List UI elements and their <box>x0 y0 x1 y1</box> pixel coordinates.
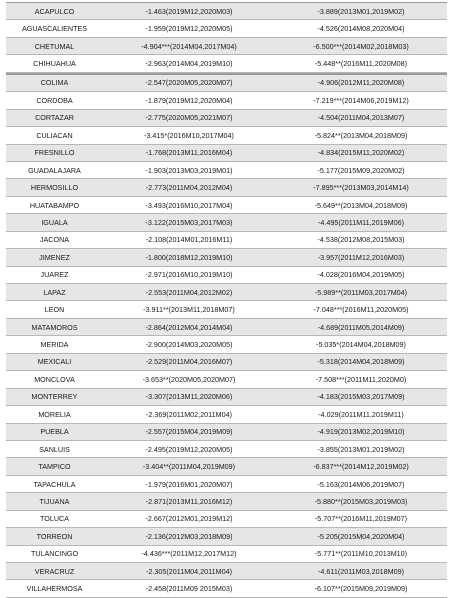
city-cell: TAMPICO <box>38 462 71 472</box>
value-cell-2: -4.183(2015M03,2017M09) <box>317 392 405 402</box>
value-cell-1: -3.415*(2016M10,2017M04) <box>144 130 234 140</box>
table-row <box>6 301 447 318</box>
table-row <box>6 580 447 597</box>
table-row <box>6 476 447 493</box>
city-cell: LEON <box>44 305 65 315</box>
value-cell-2: -5.177(2015M09,2020M02) <box>317 165 405 175</box>
city-cell: AGUASCALIENTES <box>21 24 88 34</box>
value-cell-2: -4.526(2014M08,2020M04) <box>317 24 405 34</box>
city-cell: MONTERREY <box>31 392 78 402</box>
value-cell-2: -4.028(2016M04,2019M05) <box>317 270 405 280</box>
value-cell-1: -1.463(2019M12,2020M03) <box>145 6 233 16</box>
value-cell-1: -3.307(2013M11,2020M06) <box>145 392 233 402</box>
table-row <box>6 284 447 301</box>
table-row <box>6 55 447 72</box>
table-row <box>6 371 447 388</box>
value-cell-1: -3.404**(2011M04,2019M09) <box>142 462 236 472</box>
value-cell-1: -3.493(2016M10,2017M04) <box>145 200 233 210</box>
table-row <box>6 336 447 353</box>
value-cell-1: -4.904***(2014M04,2017M04) <box>141 41 237 51</box>
value-cell-1: -2.108(2014M01,2016M11) <box>145 235 233 245</box>
value-cell-2: -4.029(2011M11,2019M11) <box>318 409 404 419</box>
table-row <box>6 458 447 475</box>
city-cell: IGUALA <box>41 217 68 227</box>
city-cell: LAPAZ <box>43 287 66 297</box>
value-cell-2: -5.163(2014M06,2019M07) <box>317 479 405 489</box>
value-cell-2: -7.048***(2016M11,2020M05) <box>313 305 409 315</box>
value-cell-1: -1.959(2019M12,2020M05) <box>145 24 233 34</box>
city-cell: COLIMA <box>40 78 69 88</box>
value-cell-2: -3.855(2013M01,2019M02) <box>317 444 405 454</box>
value-cell-1: -1.768(2013M11,2016M04) <box>145 148 233 158</box>
value-cell-2: -4.538(2012M08,2015M03) <box>317 235 405 245</box>
table-row <box>6 197 447 214</box>
value-cell-1: -1.800(2018M12,2019M10) <box>145 252 233 262</box>
value-cell-1: -3.122(2015M03,2017M03) <box>145 217 233 227</box>
value-cell-1: -1.979(2016M01,2020M07) <box>145 479 233 489</box>
city-cell: TORREON <box>36 531 73 541</box>
value-cell-2: -7.219***(2014M06,2019M12) <box>313 95 409 105</box>
table-row <box>6 267 447 284</box>
city-cell: CORTAZAR <box>35 113 74 123</box>
value-cell-1: -2.864(2012M04,2014M04) <box>145 322 233 332</box>
table-row <box>6 406 447 423</box>
value-cell-1: -1.879(2019M12,2020M04) <box>145 95 233 105</box>
value-cell-1: -2.495(2019M12,2020M05) <box>145 444 233 454</box>
table-row <box>6 92 447 109</box>
table-row <box>6 214 447 231</box>
value-cell-1: -2.900(2014M03,2020M05) <box>145 340 233 350</box>
value-cell-2: -6.500***(2014M02,2018M03) <box>313 41 409 51</box>
value-cell-1: -2.529(2011M04,2016M07) <box>145 357 233 367</box>
table-row <box>6 354 447 371</box>
value-cell-2: -4.611(2011M03,2018M09) <box>317 566 405 576</box>
city-cell: VILLAHERMOSA <box>26 584 83 594</box>
value-cell-1: -2.553(2011M04,2012M02) <box>145 287 233 297</box>
city-cell: JIMENEZ <box>39 252 70 262</box>
table-row <box>6 511 447 528</box>
city-cell: JUAREZ <box>40 270 69 280</box>
table-row <box>6 145 447 162</box>
table-row <box>6 319 447 336</box>
value-cell-2: -5.205(2015M04,2020M04) <box>317 531 405 541</box>
results-table <box>6 2 447 598</box>
value-cell-2: -5.707**(2016M11,2019M07) <box>314 514 408 524</box>
value-cell-1: -2.971(2016M10,2019M10) <box>145 270 233 280</box>
city-cell: TIJUANA <box>39 496 70 506</box>
value-cell-2: -5.318(2014M04,2018M09) <box>317 357 405 367</box>
city-cell: CHIHUAHUA <box>33 59 76 69</box>
value-cell-2: -6.107**(2015M09,2019M09) <box>314 584 408 594</box>
value-cell-2: -5.035*(2014M04,2018M09) <box>316 340 406 350</box>
value-cell-1: -3.653**(2020M05,2020M07) <box>142 374 236 384</box>
table-row <box>6 546 447 563</box>
value-cell-1: -2.773(2011M04,2012M04) <box>145 183 233 193</box>
value-cell-1: -1.903(2013M03,2019M01) <box>145 165 233 175</box>
city-cell: CHETUMAL <box>34 41 75 51</box>
value-cell-1: -4.436***(2011M12,2017M12) <box>141 549 237 559</box>
city-cell: MONCLOVA <box>34 374 75 384</box>
value-cell-2: -4.906(2012M11,2020M08) <box>317 78 405 88</box>
value-cell-2: -5.771**(2011M10,2013M10) <box>314 549 408 559</box>
table-row <box>6 162 447 179</box>
value-cell-2: -5.448**(2016M11,2020M08) <box>314 59 408 69</box>
value-cell-2: -6.837***(2014M12,2019M02) <box>313 462 409 472</box>
value-cell-2: -4.689(2011M05,2014M09) <box>317 322 405 332</box>
value-cell-1: -2.963(2014M04,2019M10) <box>145 59 233 69</box>
city-cell: MATAMOROS <box>31 322 78 332</box>
value-cell-2: -4.919(2013M02,2019M10) <box>317 427 405 437</box>
table-row <box>6 441 447 458</box>
value-cell-1: -2.775(2020M05,2021M07) <box>145 113 233 123</box>
value-cell-1: -2.557(2015M04,2019M09) <box>145 427 233 437</box>
table-row <box>6 232 447 249</box>
value-cell-2: -7.895***(2013M03,2014M14) <box>313 183 409 193</box>
table-row <box>6 493 447 510</box>
city-cell: HUATABAMPO <box>29 200 80 210</box>
city-cell: GUADALAJARA <box>28 165 81 175</box>
city-cell: MORELIA <box>38 409 71 419</box>
table-row <box>6 110 447 127</box>
table-row <box>6 179 447 196</box>
value-cell-1: -2.369(2011M02,2011M04) <box>145 409 233 419</box>
value-cell-1: -3.911**(2013M11,2018M07) <box>143 305 235 315</box>
value-cell-2: -5.880**(2015M03,2019M03) <box>314 496 408 506</box>
city-cell: TOLUCA <box>39 514 70 524</box>
city-cell: SANLUIS <box>39 444 70 454</box>
value-cell-2: -5.649**(2013M04,2018M09) <box>314 200 408 210</box>
city-cell: VERACRUZ <box>34 566 75 576</box>
value-cell-2: -7.508***(2011M11,2020M0) <box>315 374 407 384</box>
value-cell-2: -3.889(2013M01,2019M02) <box>317 6 405 16</box>
city-cell: TAPACHULA <box>33 479 76 489</box>
table-row <box>6 249 447 266</box>
value-cell-1: -2.547(2020M05,2020M07) <box>145 78 233 88</box>
table-row <box>6 127 447 144</box>
city-cell: CULIACAN <box>36 130 73 140</box>
city-cell: ACAPULCO <box>34 6 75 16</box>
table-row <box>6 3 447 20</box>
city-cell: JACONA <box>39 235 70 245</box>
city-cell: FRESNILLO <box>34 148 75 158</box>
city-cell: TULANCINGO <box>30 549 79 559</box>
value-cell-1: -2.305(2011M04,2011M04) <box>145 566 233 576</box>
table-row <box>6 20 447 37</box>
value-cell-1: -2.667(2012M01,2019M12) <box>145 514 233 524</box>
city-cell: HERMOSILLO <box>30 183 79 193</box>
table-row <box>6 389 447 406</box>
value-cell-1: -2.458(2011M09 2015M03) <box>145 584 233 594</box>
value-cell-2: -5.824**(2013M04,2018M09) <box>314 130 408 140</box>
table-row <box>6 424 447 441</box>
city-cell: PUEBLA <box>40 427 69 437</box>
city-cell: CORDOBA <box>36 95 73 105</box>
value-cell-2: -4.504(2011M04,2013M07) <box>317 113 405 123</box>
table-row <box>6 38 447 55</box>
table-row <box>6 563 447 580</box>
value-cell-2: -5.989**(2011M03,2017M04) <box>314 287 408 297</box>
value-cell-2: -4.834(2015M11,2020M02) <box>317 148 405 158</box>
table-row <box>6 528 447 545</box>
city-cell: MERIDA <box>40 340 69 350</box>
value-cell-2: -4.495(2011M11,2019M06) <box>317 217 405 227</box>
value-cell-1: -2.136(2012M03,2018M09) <box>145 531 233 541</box>
table-row <box>6 73 447 92</box>
value-cell-2: -3.957(2011M12,2016M03) <box>317 252 405 262</box>
city-cell: MEXICALI <box>37 357 72 367</box>
value-cell-1: -2.871(2013M11,2016M12) <box>145 496 233 506</box>
